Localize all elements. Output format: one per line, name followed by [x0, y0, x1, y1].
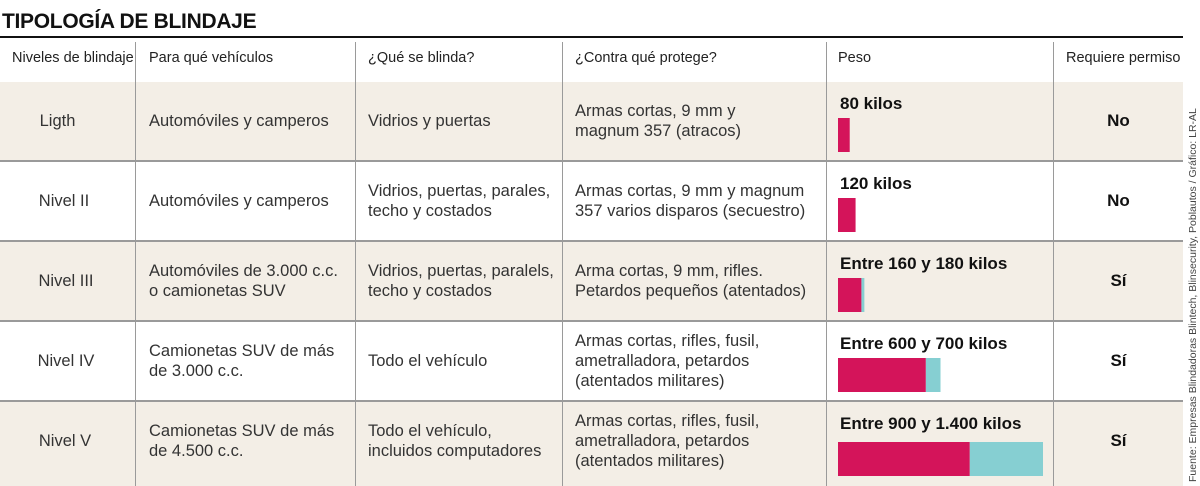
vehicles-cell: Automóviles de 3.000 c.c. o camionetas SUV: [149, 262, 338, 300]
weight-label: 120 kilos: [840, 174, 912, 193]
column-header-vehicles: Para qué vehículos: [149, 50, 274, 66]
permit-cell: Sí: [1110, 351, 1127, 370]
level-cell: Ligth: [39, 112, 76, 130]
what-cell: Vidrios, puertas, paralels, techo y costados: [368, 262, 554, 300]
weight-label: Entre 600 y 700 kilos: [840, 334, 1008, 353]
level-cell: Nivel V: [38, 432, 92, 450]
weight-label: Entre 160 y 180 kilos: [840, 254, 1008, 273]
column-header-protects: ¿Contra qué protege?: [575, 50, 717, 66]
column-divider: [135, 42, 136, 486]
column-header-permit: Requiere permiso: [1066, 50, 1181, 66]
weight-label: Entre 900 y 1.400 kilos: [840, 414, 1022, 433]
table-row: [0, 82, 1183, 160]
table-row: [0, 242, 1183, 320]
vehicles-cell: Automóviles y camperos: [149, 112, 329, 130]
what-cell: Vidrios, puertas, parales, techo y costados: [368, 182, 551, 220]
column-header-weight: Peso: [838, 50, 872, 66]
table-header: [0, 40, 1183, 82]
what-cell: Todo el vehículo: [368, 352, 488, 370]
level-cell: Nivel II: [38, 192, 90, 210]
level-cell: Nivel III: [38, 272, 94, 290]
protects-cell: Armas cortas, 9 mm y magnum 357 varios disparos (secuestro): [575, 182, 806, 220]
column-divider: [562, 42, 563, 486]
what-cell: Vidrios y puertas: [368, 112, 491, 130]
protects-cell: Armas cortas, rifles, fusil, ametralladora, petardos (atentados militares): [575, 412, 760, 470]
column-divider: [826, 42, 827, 486]
column-header-what: ¿Qué se blinda?: [368, 50, 475, 66]
permit-cell: No: [1107, 191, 1130, 210]
vehicles-cell: Camionetas SUV de más de 4.500 c.c.: [149, 422, 335, 460]
vehicles-cell: Automóviles y camperos: [149, 192, 329, 210]
column-divider: [1053, 42, 1054, 486]
table-row: [0, 402, 1183, 486]
permit-cell: Sí: [1110, 431, 1127, 450]
table-row: [0, 322, 1183, 400]
protects-cell: Arma cortas, 9 mm, rifles. Petardos pequeños (atentados): [575, 262, 807, 300]
table-row: [0, 162, 1183, 240]
level-cell: Nivel IV: [37, 352, 95, 370]
what-cell: Todo el vehículo, incluidos computadores: [368, 422, 542, 460]
protects-cell: Armas cortas, 9 mm y magnum 357 (atracos): [575, 102, 741, 140]
permit-cell: Sí: [1110, 271, 1127, 290]
column-header-level: Niveles de blindaje: [12, 50, 134, 66]
title-rule: [0, 36, 1183, 38]
weight-label: 80 kilos: [840, 94, 903, 113]
permit-cell: No: [1107, 111, 1130, 130]
vehicles-cell: Camionetas SUV de más de 3.000 c.c.: [149, 342, 335, 380]
protects-cell: Armas cortas, rifles, fusil, ametralladora, petardos (atentados militares): [575, 332, 760, 390]
column-divider: [355, 42, 356, 486]
page-title: TIPOLOGÍA DE BLINDAJE: [2, 10, 257, 33]
source-note: Fuente: Empresas Blindadoras Blintech, Blinsecurity, Poblautos / Gráfico: LR-AL: [1187, 108, 1199, 482]
